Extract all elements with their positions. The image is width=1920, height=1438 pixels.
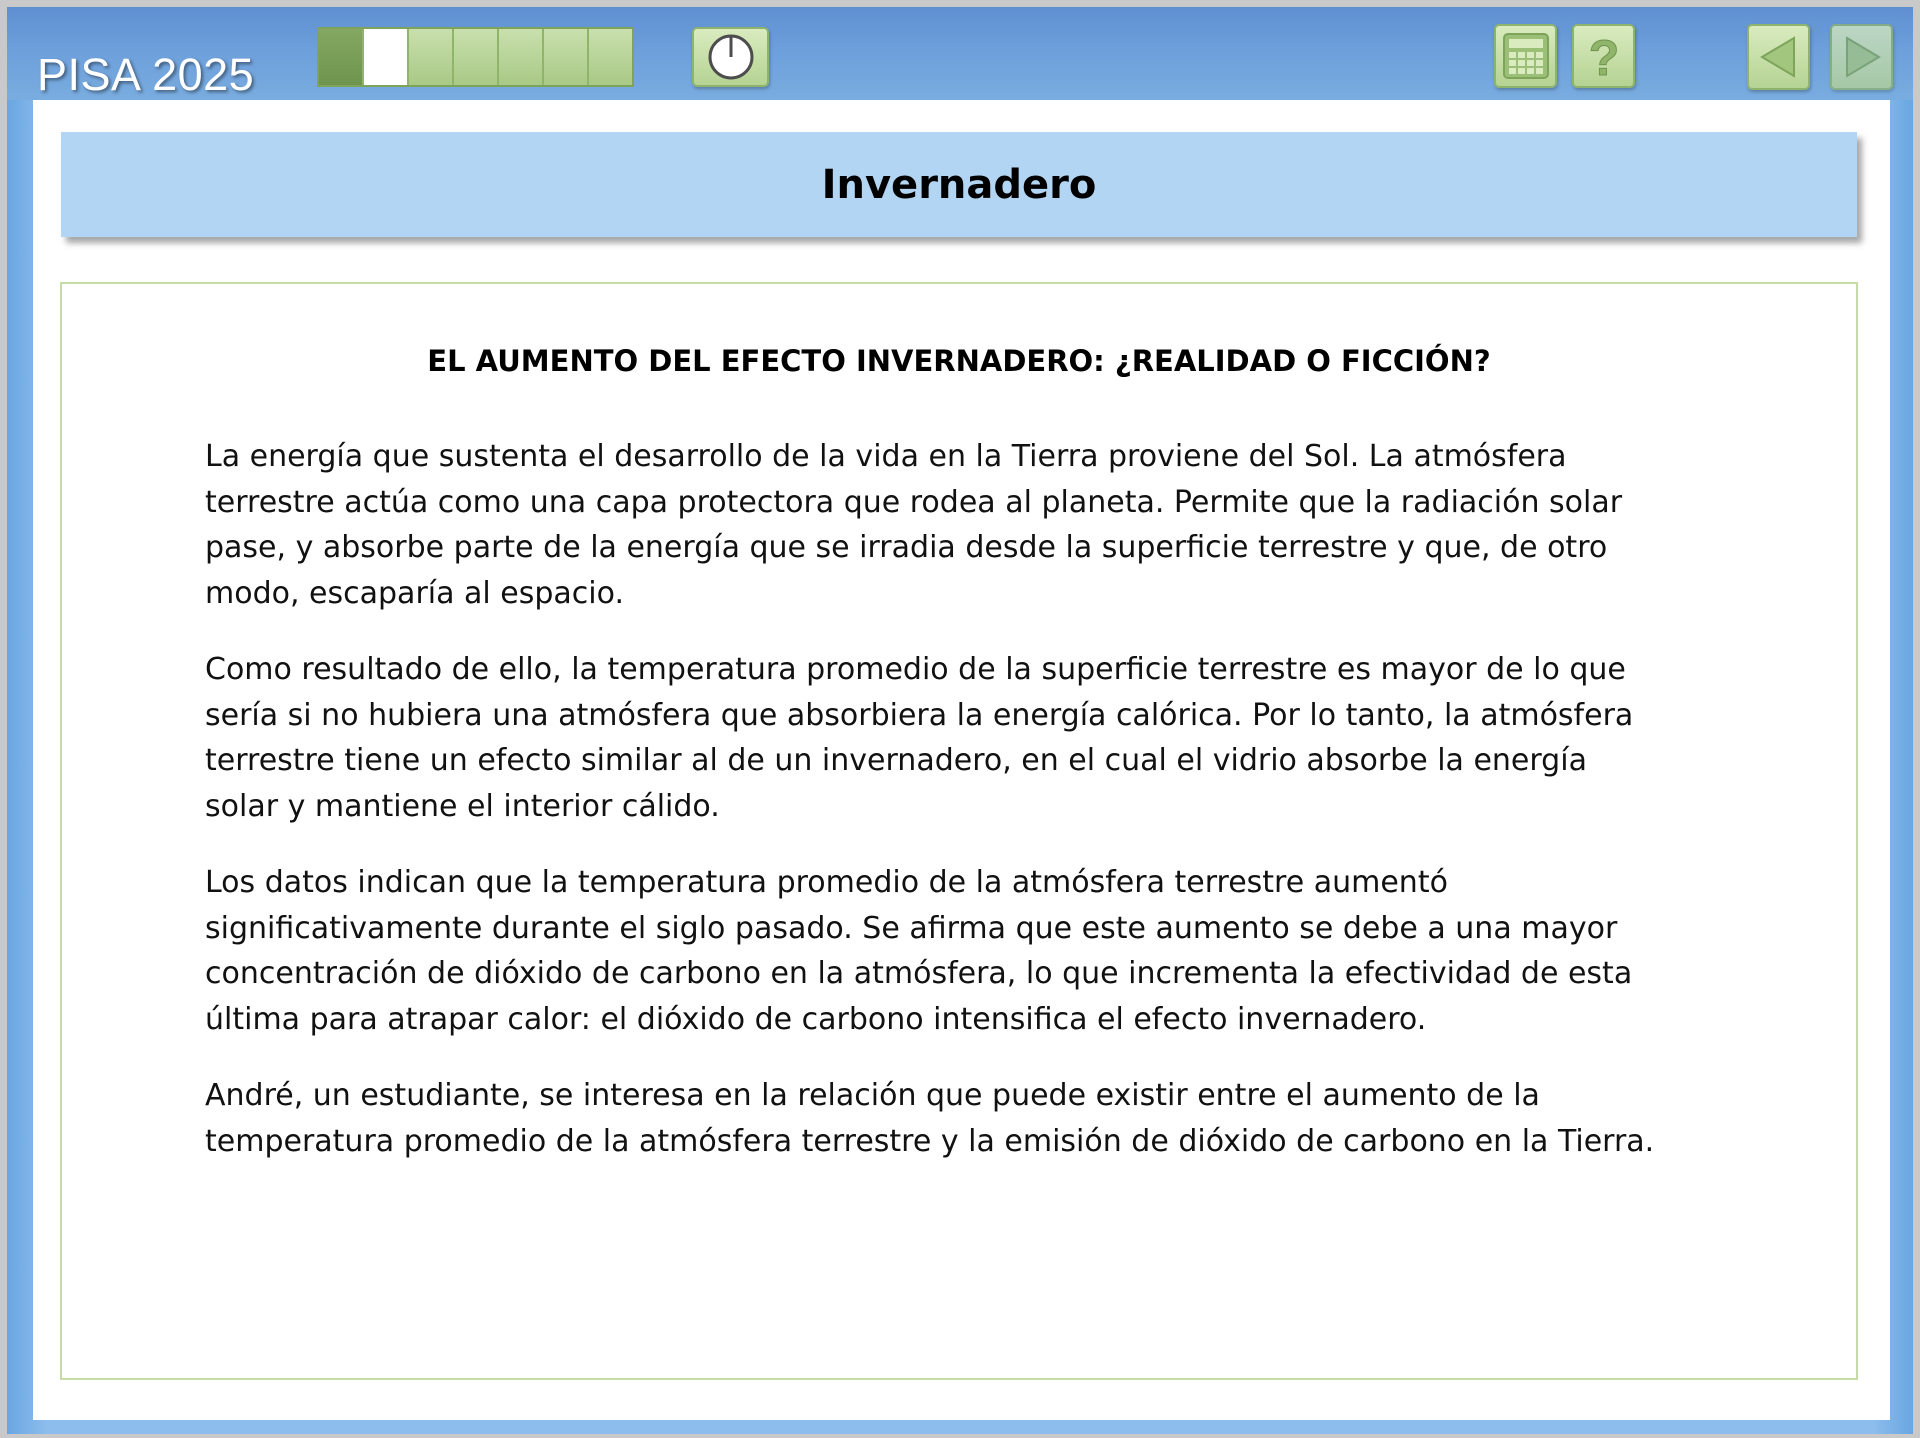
calculator-icon (1501, 31, 1551, 81)
question-mark-icon (1580, 29, 1628, 83)
progress-segment (454, 29, 499, 85)
paragraph: Los datos indican que la temperatura promedio de la atmósfera terrestre aumentó significativamente durante el siglo pasado. Se afirma que este aumento se debe a una mayor concentración de dióxido de carbono en la atmósfera, lo que incrementa la efectividad de esta última para atrapar calor: el dióxido de carbono intensifica el efecto invernadero. (205, 865, 1633, 1037)
forward-button[interactable] (1830, 24, 1893, 90)
paragraph: La energía que sustenta el desarrollo de la vida en la Tierra proviene del Sol. La atmósfera terrestre actúa como una capa protectora que rodea al planeta. Permite que la radiación solar pase, y absorbe parte de la energía que se irradia desde la superficie terrestre y que, de otro modo, escaparía al espacio. (205, 439, 1623, 611)
back-button[interactable] (1747, 24, 1810, 90)
calculator-button[interactable] (1494, 24, 1557, 88)
page-title: Invernadero (821, 161, 1097, 208)
paragraph: André, un estudiante, se interesa en la relación que puede existir entre el aumento de la temperatura promedio de la atmósfera terrestre y la emisión de dióxido de carbono en la Tierra. (205, 1078, 1655, 1159)
progress-segment (364, 29, 409, 85)
app-title: PISA 2025 (37, 49, 255, 100)
arrow-left-icon (1754, 32, 1804, 82)
progress-segment (499, 29, 544, 85)
timer-button[interactable] (692, 27, 769, 87)
timer-icon (705, 31, 757, 83)
arrow-right-icon (1837, 32, 1887, 82)
progress-segment (589, 29, 632, 85)
progress-segment (544, 29, 589, 85)
help-button[interactable] (1572, 24, 1635, 88)
progress-segment (409, 29, 454, 85)
progress-segment (319, 29, 364, 85)
paragraph: Como resultado de ello, la temperatura promedio de la superficie terrestre es mayor de lo que sería si no hubiera una atmósfera que absorbiera la energía calórica. Por lo tanto, la atmósfera terrestre tiene un efecto similar al de un invernadero, en el cual el vidrio absorbe la energía solar y mantiene el interior cálido. (205, 652, 1634, 824)
article-heading: EL AUMENTO DEL EFECTO INVERNADERO: ¿REALIDAD O FICCIÓN? (427, 344, 1491, 378)
stimulus-panel[interactable] (60, 282, 1858, 1380)
svg-text:?: ? (1588, 30, 1619, 83)
article-body (205, 434, 1665, 1195)
progress-bar (317, 27, 634, 87)
title-banner (61, 132, 1857, 237)
